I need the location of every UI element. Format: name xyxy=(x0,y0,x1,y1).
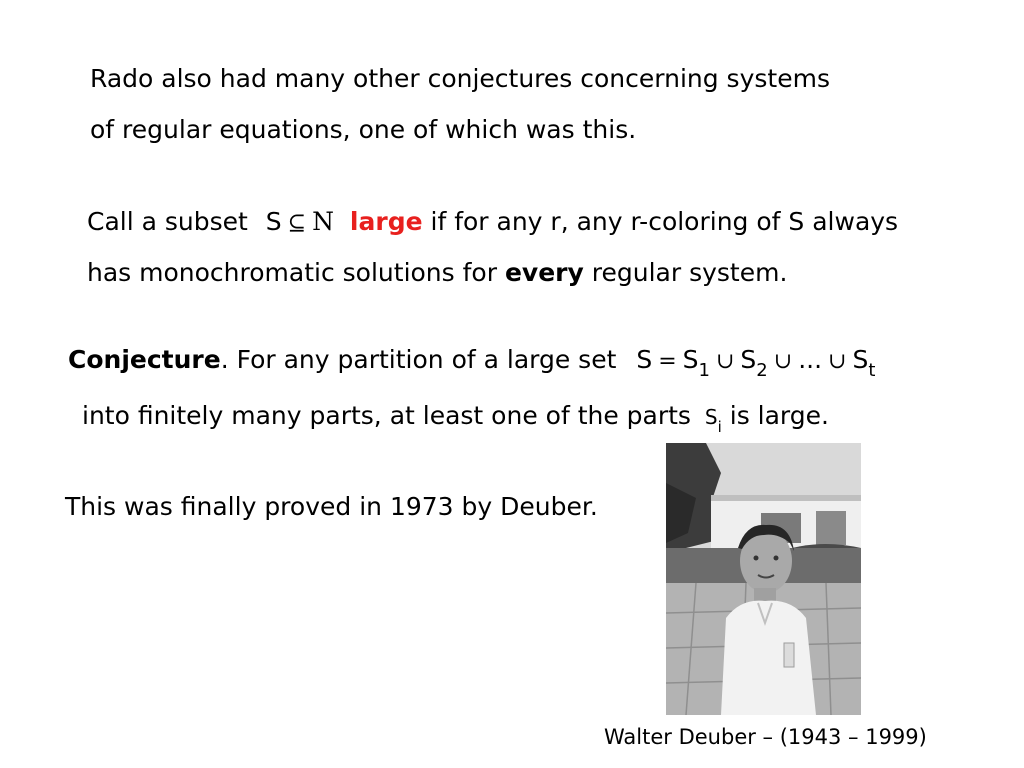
intro-line-2: of regular equations, one of which was this. xyxy=(90,115,637,144)
partition-formula: $S = S_1$ ∪ $S_2$ ∪ ... ∪ $S_t$ xyxy=(636,345,876,381)
large-term: large xyxy=(349,207,423,236)
conjecture-text: . For any partition of a large set xyxy=(220,345,617,374)
naturals-symbol: N xyxy=(312,207,334,236)
subseteq-symbol: ⊆ xyxy=(287,211,307,236)
photo-caption: Walter Deuber – (1943 – 1999) xyxy=(604,725,927,749)
definition-prefix: Call a subset xyxy=(87,207,248,236)
deuber-photo xyxy=(666,443,861,715)
definition-line-1 xyxy=(87,207,898,239)
conjecture-line2-suffix: is large. xyxy=(729,401,829,430)
definition-line2-prefix: has monochromatic solutions for xyxy=(87,258,497,287)
part-Si: $S_i$ xyxy=(704,405,722,436)
conjecture-line2-prefix: into finitely many parts, at least one of the parts xyxy=(82,401,691,430)
every-term: every xyxy=(504,258,584,287)
definition-suffix: if for any r, any r-coloring of S always xyxy=(430,207,899,236)
proved-statement: This was finally proved in 1973 by Deuber. xyxy=(65,492,598,521)
definition-line2-suffix: regular system. xyxy=(591,258,788,287)
set-S: S xyxy=(265,207,282,236)
conjecture-label: Conjecture xyxy=(68,345,221,374)
definition-line-2 xyxy=(87,258,787,288)
conjecture-line-2 xyxy=(82,401,829,434)
conjecture-line-1 xyxy=(68,345,876,381)
intro-line-1: Rado also had many other conjectures concerning systems xyxy=(90,64,830,93)
